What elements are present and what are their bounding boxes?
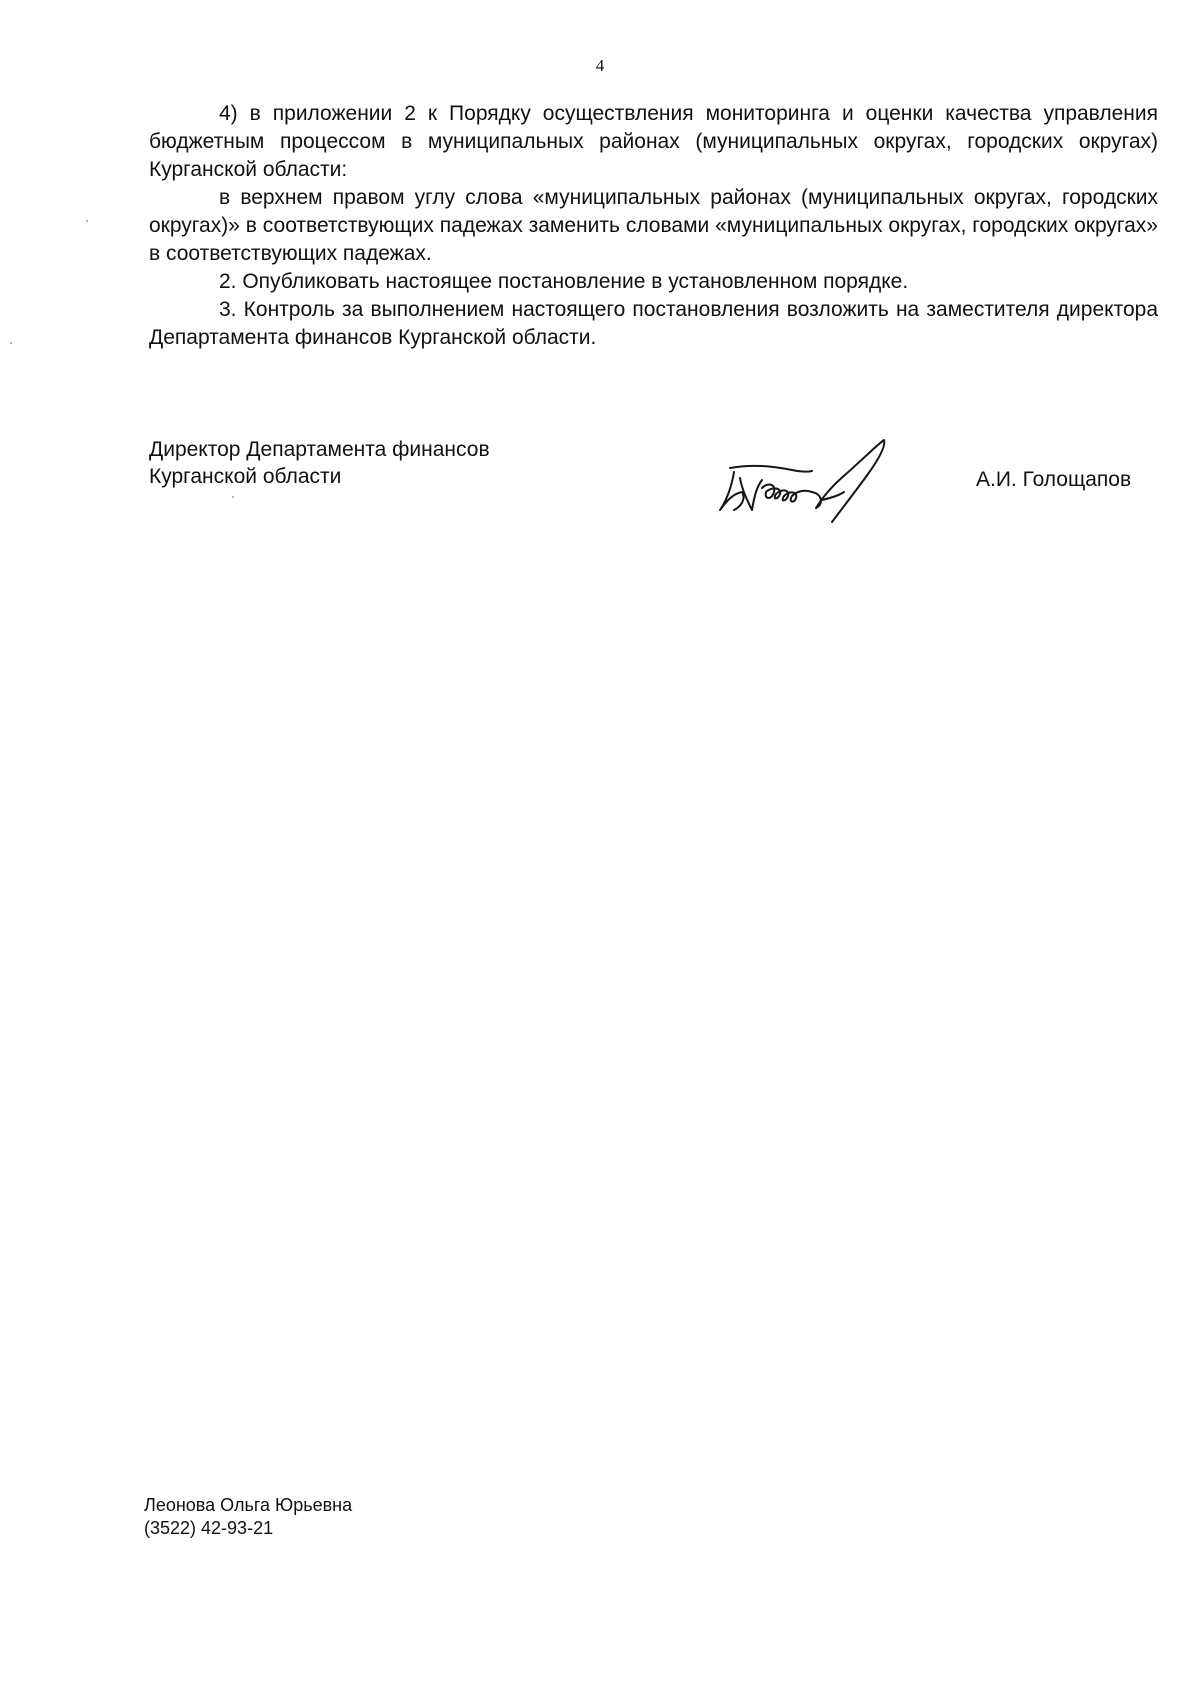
signatory-position (149, 436, 490, 490)
scan-speck (86, 220, 88, 222)
contact-phone: (3522) 42-93-21 (144, 1518, 274, 1538)
handwritten-signature (712, 436, 962, 536)
scan-speck (232, 496, 234, 498)
paragraph-item-2: 2. Опубликовать настоящее постановление в установленном порядке. (219, 270, 909, 293)
paragraph-item-3: 3. Контроль за выполнением настоящего постановления возложить на заместителя директора Департамента финансов Курганской области. (149, 298, 1158, 349)
signatory-name: А.И. Голощапов (976, 468, 1132, 491)
signatory-position-line-2: Курганской области (149, 465, 342, 488)
paragraph-item-4: 4) в приложении 2 к Порядку осуществления мониторинга и оценки качества управления бюджетным процессом в муниципальных районах (муниципальных округах, городских округах) Курганской области: (149, 102, 1158, 181)
page-number: 4 (595, 56, 605, 75)
contact-name: Леонова Ольга Юрьевна (144, 1495, 353, 1515)
contact-block (144, 1494, 352, 1540)
document-body (149, 100, 1158, 352)
signatory-position-line-1: Директор Департамента финансов (149, 438, 490, 461)
scan-speck (10, 342, 12, 344)
paragraph-item-4-detail: в верхнем правом углу слова «муниципальных районах (муниципальных округах, городских округах)» в соответствующих падежах заменить словами «муниципальных округах, городских округах» в соответствующих падежах. (149, 186, 1158, 265)
